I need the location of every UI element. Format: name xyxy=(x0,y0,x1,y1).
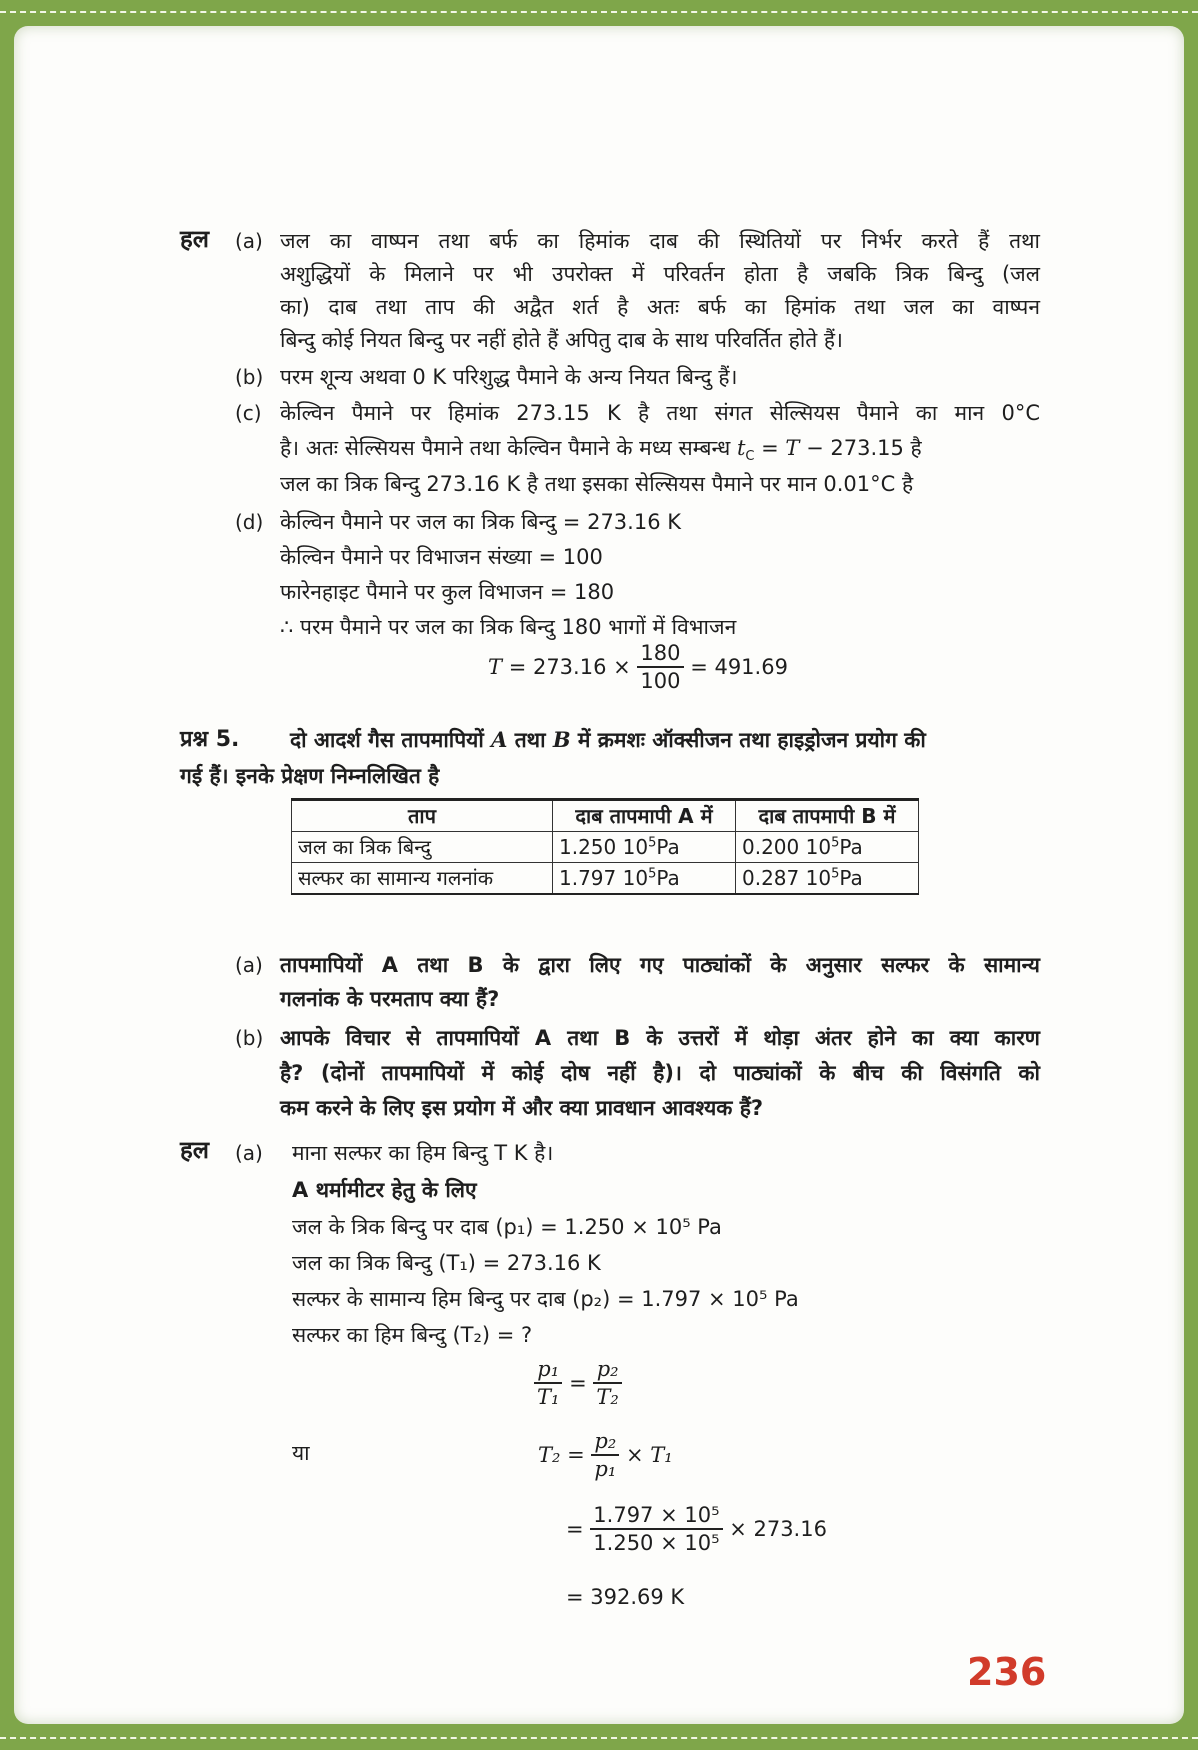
header-temp: ताप xyxy=(292,800,553,832)
sol1-a-line-2: अशुद्धियों के मिलाने पर भी उपरोक्त में परिवर्तन होता है जबकि त्रिक बिन्दु (जल xyxy=(280,262,1040,286)
rearranged-den: p₁ xyxy=(594,1457,617,1481)
final-result: = 392.69 K xyxy=(566,1585,685,1609)
part-b-label: (b) xyxy=(235,365,264,389)
sol1-a-line-1: जल का वाष्पन तथा बर्फ का हिमांक दाब की स्थितियों पर निर्भर करते हैं तथा xyxy=(280,229,1040,253)
sol1-d-line-4: ∴ परम पैमाने पर जल का त्रिक बिन्दु 180 भागों में विभाजन xyxy=(280,615,737,639)
sol1-b-line: परम शून्य अथवा 0 K परिशुद्ध पैमाने के अन्य नियत बिन्दु हैं। xyxy=(280,365,738,389)
row2-B-exp: 5 xyxy=(831,866,840,882)
c-subscript: C xyxy=(745,449,755,465)
q5-b-line-1: आपके विचार से तापमापियों A तथा B के उत्तरों में थोड़ा अंतर होने का क्या कारण xyxy=(280,1026,1040,1050)
sol1-d-line-3: फारेनहाइट पैमाने पर कुल विभाजन = 180 xyxy=(280,580,615,604)
rearranged-equation xyxy=(538,1428,673,1482)
ratio-left-den: T₁ xyxy=(537,1385,560,1409)
c-line2-end: − 273.15 है xyxy=(799,436,922,460)
sol2-heading: A थर्मामीटर हेतु के लिए xyxy=(292,1178,477,1202)
eq-T-symbol: T xyxy=(488,655,503,679)
row2-B xyxy=(736,863,919,895)
observation-table xyxy=(291,798,919,895)
part-d-label: (d) xyxy=(235,510,264,534)
eq-numerator: 180 xyxy=(637,640,683,668)
rearranged-num: p₂ xyxy=(591,1428,619,1456)
solution-tag-2: हल xyxy=(180,1136,210,1164)
top-border xyxy=(0,0,1198,26)
ratio-left xyxy=(534,1356,562,1410)
header-B: दाब तापमापी B में xyxy=(736,800,919,832)
q5-text-c: में क्रमशः ऑक्सीजन तथा हाइड्रोजन प्रयोग की xyxy=(577,728,926,752)
row2-label: सल्फर का सामान्य गलनांक xyxy=(292,863,553,895)
sol1-c-line-2 xyxy=(280,431,1040,465)
row1-A-exp: 5 xyxy=(648,835,657,851)
page-sheet xyxy=(14,26,1184,1724)
page-content xyxy=(14,26,1184,1724)
question-label: प्रश्न 5. xyxy=(180,727,240,752)
rearranged-fraction xyxy=(591,1428,619,1482)
sol2-p1-line: जल के त्रिक बिन्दु पर दाब (p₁) = 1.250 × 10⁵ Pa xyxy=(292,1215,722,1239)
q5-a-line-1: तापमापियों A तथा B के द्वारा लिए गए पाठ्यांकों के अनुसार सल्फर के सामान्य xyxy=(280,953,1040,977)
sol1-a-line-4: बिन्दु कोई नियत बिन्दु पर नहीं होते हैं अपितु दाब के साथ परिवर्तित होते हैं। xyxy=(280,328,844,352)
row1-label: जल का त्रिक बिन्दु xyxy=(292,832,553,863)
row1-B-unit: Pa xyxy=(839,835,863,859)
sol2-p2-line: सल्फर के सामान्य हिम बिन्दु पर दाब (p₂) = 1.797 × 10⁵ Pa xyxy=(292,1287,799,1311)
substitution-post: × 273.16 xyxy=(729,1517,827,1541)
q5-a-line-2: गलनांक के परमताप क्या हैं? xyxy=(280,987,500,1011)
row1-B-value: 0.200 10 xyxy=(742,835,832,859)
equation-T xyxy=(488,640,788,694)
row1-B-exp: 5 xyxy=(831,835,840,851)
sol1-d-line-1: केल्विन पैमाने पर जल का त्रिक बिन्दु = 273.16 K xyxy=(280,510,682,534)
ratio-right-num: p₂ xyxy=(593,1356,621,1384)
q5-line-2: गई हैं। इनके प्रेक्षण निम्नलिखित है xyxy=(180,764,440,788)
eq-result: = 491.69 xyxy=(690,655,788,679)
q5-b-line-2: है? (दोनों तापमापियों में कोई दोष नहीं है)। दो पाठ्यांकों के बीच की विसंगति को xyxy=(280,1061,1040,1085)
sol1-a-line-3: का) दाब तथा ताप की अद्वैत शर्त है अतः बर्फ का हिमांक तथा जल का वाष्पन xyxy=(280,295,1040,319)
page-number: 236 xyxy=(967,1650,1047,1694)
substitution-fraction xyxy=(590,1502,722,1556)
q5-line-1 xyxy=(290,723,926,757)
eq-prefix: = 273.16 × xyxy=(502,655,631,679)
table-header-row xyxy=(292,800,919,832)
sol2-line-1: माना सल्फर का हिम बिन्दु T K है। xyxy=(292,1141,554,1165)
q-part-b-label: (b) xyxy=(235,1026,264,1050)
ratio-equals: = xyxy=(569,1371,587,1395)
ratio-right-den: T₂ xyxy=(596,1385,619,1409)
row2-A-exp: 5 xyxy=(648,866,657,882)
table-row xyxy=(292,832,919,863)
part-a-label: (a) xyxy=(235,229,263,253)
row1-A-unit: Pa xyxy=(656,835,680,859)
rearranged-lhs: T₂ = xyxy=(538,1443,585,1467)
solution-tag: हल xyxy=(180,225,210,253)
sol2-part-a-label: (a) xyxy=(235,1141,263,1165)
row2-B-value: 0.287 10 xyxy=(742,866,832,890)
part-c-label: (c) xyxy=(235,401,262,425)
row2-B-unit: Pa xyxy=(839,866,863,890)
rearranged-post: × T₁ xyxy=(625,1443,673,1467)
or-label: या xyxy=(292,1441,310,1465)
ratio-equation xyxy=(534,1356,622,1410)
T-symbol: T xyxy=(785,436,800,460)
top-dashed-line xyxy=(0,11,1198,13)
ratio-right xyxy=(593,1356,621,1410)
q-part-a-label: (a) xyxy=(235,953,263,977)
substitution-equation xyxy=(566,1502,827,1556)
table-row xyxy=(292,863,919,895)
equals-sign: = xyxy=(754,436,786,460)
substitution-den: 1.250 × 10⁵ xyxy=(593,1531,720,1555)
t-symbol: t xyxy=(736,436,746,460)
row1-A xyxy=(553,832,736,863)
thermometer-B: B xyxy=(552,727,571,752)
q5-text-b: तथा xyxy=(514,728,546,752)
q5-b-line-3: कम करने के लिए इस प्रयोग में और क्या प्रावधान आवश्यक हैं? xyxy=(280,1096,764,1120)
eq-fraction xyxy=(637,640,683,694)
sol1-d-line-2: केल्विन पैमाने पर विभाजन संख्या = 100 xyxy=(280,545,603,569)
row2-A xyxy=(553,863,736,895)
header-A: दाब तापमापी A में xyxy=(553,800,736,832)
q5-text-a: दो आदर्श गैस तापमापियों xyxy=(290,728,484,752)
bottom-dashed-line xyxy=(0,1737,1198,1739)
sol2-t2-line: सल्फर का हिम बिन्दु (T₂) = ? xyxy=(292,1323,533,1347)
row1-B xyxy=(736,832,919,863)
substitution-equals: = xyxy=(566,1517,584,1541)
substitution-num: 1.797 × 10⁵ xyxy=(590,1502,722,1530)
c-line2-text: है। अतः सेल्सियस पैमाने तथा केल्विन पैमाने के मध्य सम्बन्ध xyxy=(280,436,731,460)
sol2-t1-line: जल का त्रिक बिन्दु (T₁) = 273.16 K xyxy=(292,1251,601,1275)
ratio-left-num: p₁ xyxy=(534,1356,562,1384)
row1-A-value: 1.250 10 xyxy=(559,835,649,859)
row2-A-value: 1.797 10 xyxy=(559,866,649,890)
row2-A-unit: Pa xyxy=(656,866,680,890)
sol1-c-line-3: जल का त्रिक बिन्दु 273.16 K है तथा इसका सेल्सियस पैमाने पर मान 0.01°C है xyxy=(280,472,914,496)
sol1-c-line-1: केल्विन पैमाने पर हिमांक 273.15 K है तथा संगत सेल्सियस पैमाने का मान 0°C xyxy=(280,401,1040,425)
thermometer-A: A xyxy=(491,727,508,752)
eq-denominator: 100 xyxy=(640,669,681,693)
